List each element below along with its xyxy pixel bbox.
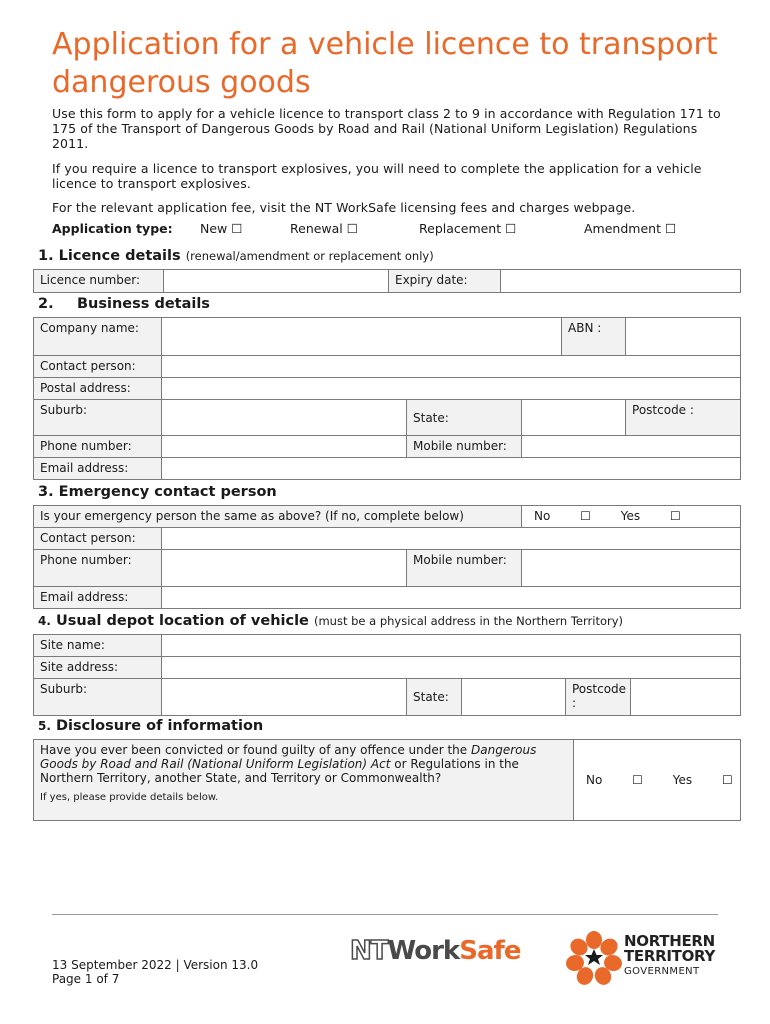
emergency-contact-table bbox=[33, 505, 741, 609]
company-name-field[interactable] bbox=[162, 318, 562, 356]
disclosure-question bbox=[34, 740, 574, 821]
footer-version-block bbox=[52, 958, 258, 986]
state-field[interactable] bbox=[522, 400, 626, 436]
depot-suburb-field[interactable] bbox=[162, 679, 407, 716]
company-name-label: Company name: bbox=[34, 318, 162, 356]
disclosure-yes-label: Yes bbox=[672, 773, 693, 787]
contact-person-field[interactable] bbox=[162, 356, 741, 378]
application-type-row bbox=[52, 221, 742, 239]
footer-divider bbox=[52, 914, 718, 915]
intro-paragraph-2: If you require a licence to transport explosives, you will need to complete the application for a vehicle licence to transport explosives. bbox=[52, 161, 702, 191]
depot-postcode-field[interactable] bbox=[631, 679, 741, 716]
ntworksafe-logo-work: Work bbox=[387, 936, 460, 966]
option-new-checkbox[interactable]: New ☐ bbox=[200, 221, 243, 236]
footer-page-number: Page 1 of 7 bbox=[52, 972, 120, 986]
email-address-field[interactable] bbox=[162, 458, 741, 480]
section-2-number: 2. bbox=[38, 296, 54, 312]
postal-address-label: Postal address: bbox=[34, 378, 162, 400]
site-address-field[interactable] bbox=[162, 657, 741, 679]
page-title: Application for a vehicle licence to transport dangerous goods bbox=[52, 27, 718, 100]
emergency-phone-field[interactable] bbox=[162, 550, 407, 587]
ntg-logo-line2: TERRITORY bbox=[624, 947, 716, 965]
disclosure-options bbox=[574, 740, 741, 821]
abn-field[interactable] bbox=[626, 318, 741, 356]
ntworksafe-logo bbox=[350, 936, 520, 976]
section-3-title: Emergency contact person bbox=[58, 484, 277, 500]
section-2-title: Business details bbox=[77, 296, 210, 312]
section-4-heading bbox=[38, 613, 623, 629]
disclosure-question-part2: or Regulations in the Northern Territory, another State, and Territory or Commonwealth? bbox=[40, 757, 519, 785]
section-1-title: Licence details bbox=[58, 248, 181, 264]
footer-version: 13 September 2022 | Version 13.0 bbox=[52, 958, 259, 972]
suburb-field[interactable] bbox=[162, 400, 407, 436]
emergency-phone-label: Phone number: bbox=[34, 550, 162, 587]
mobile-number-field[interactable] bbox=[522, 436, 741, 458]
email-address-label: Email address: bbox=[34, 458, 162, 480]
intro-paragraph-1: Use this form to apply for a vehicle licence to transport class 2 to 9 in accordance with Regulation 171 to 175 of the Transport of Dangerous Goods by Road and Rail (National Uniform Legislation) Regulations 2011. bbox=[52, 106, 721, 151]
depot-suburb-label: Suburb: bbox=[34, 679, 162, 716]
phone-number-label: Phone number: bbox=[34, 436, 162, 458]
emergency-no-checkbox[interactable]: ☐ bbox=[580, 509, 591, 523]
disclosure-no-label: No bbox=[586, 773, 603, 787]
postal-address-field[interactable] bbox=[162, 378, 741, 400]
emergency-yes-label: Yes bbox=[620, 509, 641, 523]
depot-location-table bbox=[33, 634, 741, 716]
licence-details-table bbox=[33, 269, 741, 293]
emergency-contact-person-label: Contact person: bbox=[34, 528, 162, 550]
expiry-date-label: Expiry date: bbox=[389, 270, 501, 293]
depot-postcode-label: Postcode : bbox=[566, 679, 631, 716]
postcode-label: Postcode : bbox=[626, 400, 741, 436]
emergency-same-question: Is your emergency person the same as above? (If no, complete below) bbox=[34, 506, 522, 528]
site-address-label: Site address: bbox=[34, 657, 162, 679]
phone-number-field[interactable] bbox=[162, 436, 407, 458]
emergency-same-options bbox=[522, 506, 741, 528]
emergency-email-label: Email address: bbox=[34, 587, 162, 609]
emergency-no-label: No bbox=[534, 509, 551, 523]
section-1-note: (renewal/amendment or replacement only) bbox=[185, 249, 434, 263]
expiry-date-field[interactable] bbox=[501, 270, 741, 293]
intro-paragraph-3: For the relevant application fee, visit the NT WorkSafe licensing fees and charges webpage. bbox=[52, 200, 636, 215]
disclosure-question-act: Dangerous Goods by Road and Rail (National Uniform Legislation) Act bbox=[40, 743, 537, 771]
section-1-heading bbox=[38, 248, 434, 264]
emergency-contact-person-field[interactable] bbox=[162, 528, 741, 550]
desert-rose-icon bbox=[566, 930, 622, 986]
disclosure-yes-checkbox[interactable]: ☐ bbox=[721, 773, 733, 787]
option-renewal-checkbox[interactable]: Renewal ☐ bbox=[290, 221, 358, 236]
depot-state-field[interactable] bbox=[462, 679, 566, 716]
site-name-field[interactable] bbox=[162, 635, 741, 657]
emergency-mobile-label: Mobile number: bbox=[407, 550, 522, 587]
disclosure-hint: If yes, please provide details below. bbox=[40, 792, 219, 803]
section-3-number: 3. bbox=[38, 484, 54, 500]
section-5-title: Disclosure of information bbox=[55, 718, 264, 734]
section-5-number: 5. bbox=[38, 719, 51, 733]
emergency-email-field[interactable] bbox=[162, 587, 741, 609]
licence-number-field[interactable] bbox=[164, 270, 389, 293]
application-type-label: Application type: bbox=[52, 221, 173, 236]
business-details-table bbox=[33, 317, 741, 480]
section-2-heading bbox=[38, 296, 210, 312]
licence-number-label: Licence number: bbox=[34, 270, 164, 293]
disclosure-question-part1: Have you ever been convicted or found guilty of any offence under the bbox=[40, 743, 468, 757]
section-4-note: (must be a physical address in the Northern Territory) bbox=[313, 614, 624, 628]
section-1-number: 1. bbox=[38, 248, 54, 264]
section-4-number: 4. bbox=[38, 614, 51, 628]
section-5-heading bbox=[38, 718, 263, 734]
disclosure-no-checkbox[interactable]: ☐ bbox=[632, 773, 643, 787]
emergency-yes-checkbox[interactable]: ☐ bbox=[669, 509, 681, 523]
state-label: State: bbox=[407, 400, 522, 436]
disclosure-table bbox=[33, 739, 741, 821]
option-replacement-checkbox[interactable]: Replacement ☐ bbox=[419, 221, 517, 236]
ntworksafe-logo-nt: NT bbox=[350, 936, 388, 966]
nt-government-logo bbox=[566, 930, 726, 986]
suburb-label: Suburb: bbox=[34, 400, 162, 436]
emergency-mobile-field[interactable] bbox=[522, 550, 741, 587]
section-3-heading bbox=[38, 484, 277, 500]
abn-label: ABN : bbox=[562, 318, 626, 356]
mobile-number-label: Mobile number: bbox=[407, 436, 522, 458]
ntg-logo-line3: GOVERNMENT bbox=[624, 966, 700, 977]
section-4-title: Usual depot location of vehicle bbox=[55, 613, 309, 629]
ntworksafe-logo-safe: Safe bbox=[459, 936, 521, 966]
site-name-label: Site name: bbox=[34, 635, 162, 657]
contact-person-label: Contact person: bbox=[34, 356, 162, 378]
ntg-logo-line1: NORTHERN bbox=[624, 932, 715, 950]
depot-state-label: State: bbox=[407, 679, 462, 716]
option-amendment-checkbox[interactable]: Amendment ☐ bbox=[584, 221, 677, 236]
